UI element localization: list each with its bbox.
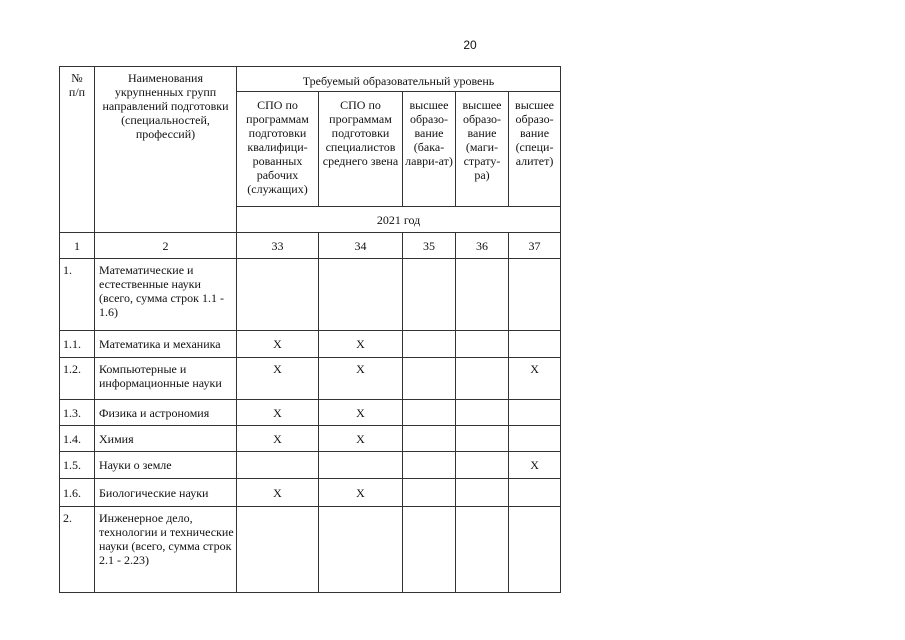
column-number: 36 bbox=[456, 233, 509, 259]
row-number: 1.4. bbox=[60, 426, 95, 452]
row-number: 1.5. bbox=[60, 452, 95, 479]
table-row bbox=[60, 507, 561, 593]
column-number: 35 bbox=[403, 233, 456, 259]
mark-cell bbox=[319, 259, 403, 331]
mark-cell bbox=[456, 507, 509, 593]
mark-cell: X bbox=[319, 331, 403, 358]
mark-cell bbox=[456, 426, 509, 452]
row-name: Компьютерные и информационные науки bbox=[95, 358, 237, 400]
mark-cell bbox=[456, 331, 509, 358]
mark-cell: X bbox=[237, 426, 319, 452]
column-number: 2 bbox=[95, 233, 237, 259]
mark-cell bbox=[403, 452, 456, 479]
column-number: 1 bbox=[60, 233, 95, 259]
mark-cell bbox=[237, 259, 319, 331]
header-col-name: Наименования укрупненных групп направлений подготовки (специальностей, профессий) bbox=[95, 67, 237, 233]
row-number: 1.1. bbox=[60, 331, 95, 358]
row-name: Физика и астрономия bbox=[95, 400, 237, 426]
column-number: 33 bbox=[237, 233, 319, 259]
column-number-row bbox=[60, 233, 561, 259]
row-number: 1.3. bbox=[60, 400, 95, 426]
mark-cell bbox=[403, 507, 456, 593]
mark-cell bbox=[403, 259, 456, 331]
mark-cell bbox=[319, 507, 403, 593]
mark-cell: X bbox=[237, 358, 319, 400]
header-subcol-35: высшее образо-вание (бака-лаври-ат) bbox=[403, 92, 456, 207]
mark-cell bbox=[319, 452, 403, 479]
mark-cell bbox=[237, 452, 319, 479]
header-group: Требуемый образовательный уровень bbox=[237, 67, 561, 92]
mark-cell bbox=[403, 400, 456, 426]
header-subcol-37: высшее образо-вание (специ-алитет) bbox=[509, 92, 561, 207]
mark-cell bbox=[509, 479, 561, 507]
header-subcol-34: СПО по программам подготовки специалистов среднего звена bbox=[319, 92, 403, 207]
education-levels-table bbox=[59, 66, 561, 593]
mark-cell bbox=[456, 452, 509, 479]
row-number: 1.2. bbox=[60, 358, 95, 400]
mark-cell bbox=[456, 479, 509, 507]
header-subcol-36: высшее образо-вание (маги-страту-ра) bbox=[456, 92, 509, 207]
table-row bbox=[60, 259, 561, 331]
table-row bbox=[60, 479, 561, 507]
row-name: Математические и естественные науки (всего, сумма строк 1.1 - 1.6) bbox=[95, 259, 237, 331]
table-row bbox=[60, 358, 561, 400]
mark-cell: X bbox=[237, 400, 319, 426]
header-year: 2021 год bbox=[237, 207, 561, 233]
column-number: 37 bbox=[509, 233, 561, 259]
mark-cell bbox=[509, 259, 561, 331]
mark-cell bbox=[403, 479, 456, 507]
table-row bbox=[60, 452, 561, 479]
row-name: Науки о земле bbox=[95, 452, 237, 479]
row-name: Биологические науки bbox=[95, 479, 237, 507]
mark-cell bbox=[456, 400, 509, 426]
mark-cell bbox=[509, 331, 561, 358]
mark-cell: X bbox=[237, 331, 319, 358]
header-subcol-33: СПО по программам подготовки квалифици-рованных рабочих (служащих) bbox=[237, 92, 319, 207]
mark-cell: X bbox=[319, 426, 403, 452]
mark-cell: X bbox=[509, 452, 561, 479]
row-number: 2. bbox=[60, 507, 95, 593]
mark-cell bbox=[403, 331, 456, 358]
mark-cell bbox=[237, 507, 319, 593]
row-number: 1.6. bbox=[60, 479, 95, 507]
row-number: 1. bbox=[60, 259, 95, 331]
mark-cell: X bbox=[319, 358, 403, 400]
mark-cell bbox=[403, 426, 456, 452]
table-row bbox=[60, 331, 561, 358]
table-row bbox=[60, 426, 561, 452]
row-name: Математика и механика bbox=[95, 331, 237, 358]
mark-cell: X bbox=[509, 358, 561, 400]
column-number: 34 bbox=[319, 233, 403, 259]
mark-cell: X bbox=[319, 400, 403, 426]
mark-cell: X bbox=[237, 479, 319, 507]
mark-cell bbox=[456, 259, 509, 331]
row-name: Химия bbox=[95, 426, 237, 452]
mark-cell bbox=[509, 507, 561, 593]
page-number: 20 bbox=[463, 38, 477, 52]
mark-cell bbox=[509, 400, 561, 426]
mark-cell bbox=[403, 358, 456, 400]
mark-cell: X bbox=[319, 479, 403, 507]
table-row bbox=[60, 400, 561, 426]
mark-cell bbox=[509, 426, 561, 452]
header-col-no: № п/п bbox=[60, 67, 95, 233]
row-name: Инженерное дело, технологии и технические науки (всего, сумма строк 2.1 - 2.23) bbox=[95, 507, 237, 593]
mark-cell bbox=[456, 358, 509, 400]
